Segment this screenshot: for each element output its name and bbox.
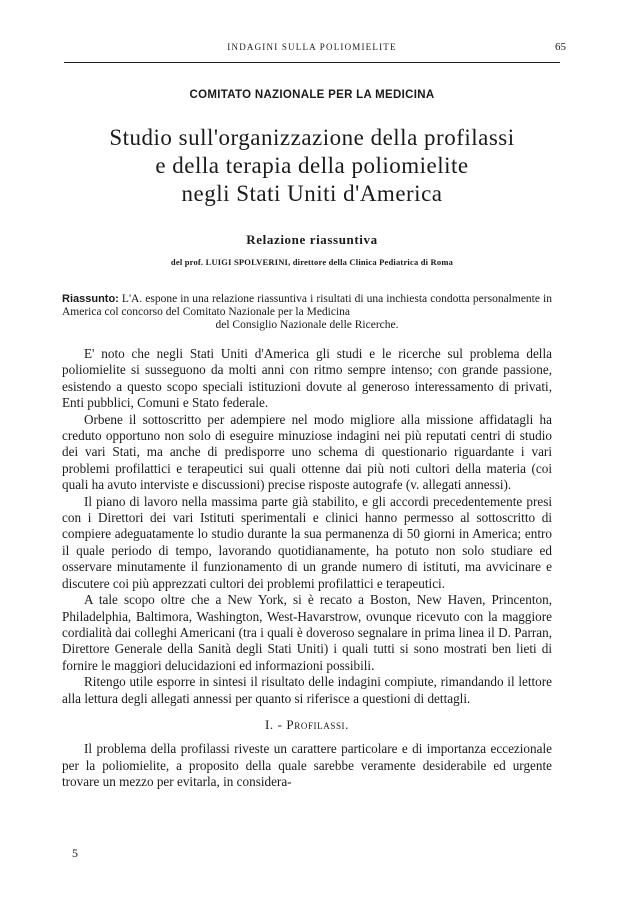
committee-heading: COMITATO NAZIONALE PER LA MEDICINA bbox=[189, 89, 435, 101]
article-title bbox=[64, 124, 560, 208]
body-paragraph: Il piano di lavoro nella massima parte già stabilito, e gli accordi precedentemente presi con i Direttori dei vari Istituti sperimentali e clinici hanno permesso al sottoscritto di compiere adeguatamente lo studio durante la sua permanenza di 50 giorni in America; entro il quale periodo di tempo, lavorando quotidianamente, ha potuto non solo studiare ed osservare minutamente il funzionamento di un grande numero di istituti, ma avvicinare e discutere coi più apprezzati cultori dei problemi profilattici e terapeutici. bbox=[62, 493, 552, 591]
body-paragraph: Il problema della profilassi riveste un carattere particolare e di importanza eccezionale per la poliomielite, a proposito della quale sarebbe veramente desiderabile ed urgente trovare un mezzo per evitarla, in considera- bbox=[62, 741, 552, 790]
signature-mark: 5 bbox=[72, 846, 78, 860]
running-title: INDAGINI SULLA POLIOMIELITE bbox=[227, 42, 397, 52]
body-paragraph: Ritengo utile esporre in sintesi il risultato delle indagini compiute, rimandando il lettore alla lettura degli allegati annessi per quanto si riferisce a questioni di dettagli. bbox=[62, 674, 552, 706]
article-body bbox=[62, 346, 552, 791]
abstract-text: L'A. espone in una relazione riassuntiva i risultati di una inchiesta condotta personalmente in America col concorso del Comitato Nazionale per la Medicina bbox=[62, 293, 552, 318]
body-paragraph: Orbene il sottoscritto per adempiere nel modo migliore alla missione affidatagli ha creduto opportuno non solo di eseguire minuziose indagini nei più reputati centri di studio dei vari Stati, ma anche di predisporre uno schema di questionario riguardante i vari problemi profilattici e terapeutici sui quali ottenne dai più noti cultori della materia (coi quali ha avuto interviste e discussioni) precise risposte autografe (v. allegati annessi). bbox=[62, 411, 552, 493]
abstract-label: Riassunto: bbox=[62, 293, 119, 305]
article-subtitle: Relazione riassuntiva bbox=[246, 232, 378, 247]
running-head bbox=[64, 41, 566, 60]
section-title: Profilassi. bbox=[286, 716, 349, 732]
abstract-last-line: del Consiglio Nazionale delle Ricerche. bbox=[215, 319, 399, 331]
title-line: e della terapia della poliomielite bbox=[155, 153, 469, 178]
author-byline: del prof. LUIGI SPOLVERINI, direttore della Clinica Pediatrica di Roma bbox=[170, 257, 454, 267]
abstract bbox=[62, 293, 552, 332]
body-paragraph: A tale scopo oltre che a New York, si è recato a Boston, New Haven, Princenton, Philadelphia, Baltimora, Washington, West-Havarstrow, ovunque ricevuto con la maggiore cordialità dai colleghi Americani (tra i quali è doveroso segnalare in prima linea il D. Parran, Direttore Generale della Sanità degli Stati Uniti) i quali tutti si sono mostrati ben lieti di fornire le maggiori delucidazioni ed informazioni possibili. bbox=[62, 592, 552, 673]
page-number: 65 bbox=[555, 41, 566, 53]
body-paragraph: E' noto che negli Stati Uniti d'America gli studi e le ricerche sul problema della poliomielite si susseguono da molti anni con ritmo sempre intenso; con grande passione, esistendo a questo scopo speciali istituzioni dovute al generoso interessamento di privati, Enti pubblici, Comuni e Stato federale. bbox=[62, 346, 552, 411]
header-rule bbox=[64, 62, 560, 63]
title-line: negli Stati Uniti d'America bbox=[181, 181, 443, 206]
section-number: I. - bbox=[264, 716, 283, 732]
title-line: Studio sull'organizzazione della profilassi bbox=[109, 125, 515, 150]
abstract-body bbox=[62, 293, 552, 319]
section-heading bbox=[62, 717, 552, 733]
